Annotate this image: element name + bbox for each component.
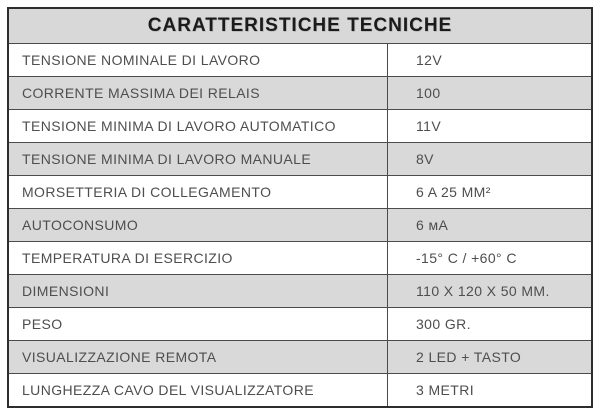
table-row (9, 175, 591, 208)
row-label: MORSETTERIA DI COLLEGAMENTO (9, 176, 388, 208)
row-value: 110 X 120 X 50 MM. (416, 283, 550, 299)
table-row (9, 340, 591, 373)
row-label: CORRENTE MASSIMA DEI RELAIS (9, 77, 388, 109)
row-value: 300 GR. (416, 316, 471, 332)
table-row (9, 274, 591, 307)
row-value: 6 A 25 MM² (416, 184, 491, 200)
row-label: VISUALIZZAZIONE REMOTA (9, 341, 388, 373)
table-row (9, 373, 591, 406)
row-value: 100 (416, 85, 441, 101)
table-row (9, 142, 591, 175)
table-row (9, 241, 591, 274)
table-title: CARATTERISTICHE TECNICHE (9, 9, 591, 43)
row-value: 6 ᴍA (416, 217, 449, 233)
row-label: LUNGHEZZA CAVO DEL VISUALIZZATORE (9, 374, 388, 406)
row-label: AUTOCONSUMO (9, 209, 388, 241)
table-row (9, 109, 591, 142)
row-label: PESO (9, 308, 388, 340)
row-label: TENSIONE MINIMA DI LAVORO MANUALE (9, 143, 388, 175)
table-row (9, 76, 591, 109)
row-value: 2 LED + TASTO (416, 349, 522, 365)
table-row (9, 307, 591, 340)
table-row (9, 208, 591, 241)
row-label: TENSIONE NOMINALE DI LAVORO (9, 44, 388, 76)
row-value: 8V (416, 151, 434, 167)
table-row (9, 43, 591, 76)
row-value: 11V (416, 118, 442, 134)
row-value: -15° C / +60° C (416, 250, 517, 266)
row-label: TENSIONE MINIMA DI LAVORO AUTOMATICO (9, 110, 388, 142)
row-value: 3 METRI (416, 382, 475, 398)
row-label: DIMENSIONI (9, 275, 388, 307)
spec-table (7, 7, 593, 408)
row-value: 12V (416, 52, 443, 68)
row-label: TEMPERATURA DI ESERCIZIO (9, 242, 388, 274)
